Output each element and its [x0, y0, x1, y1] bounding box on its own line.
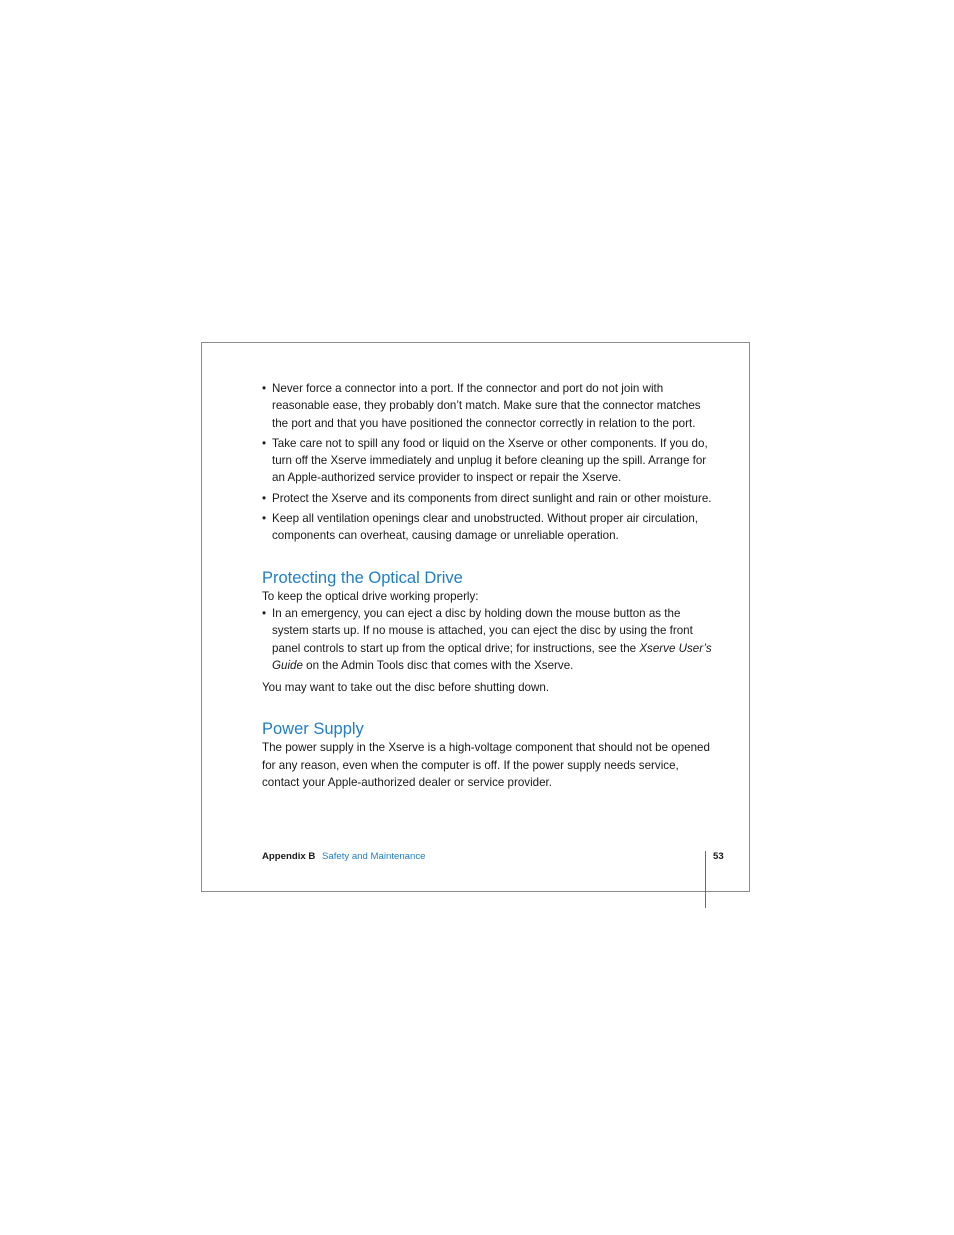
optical-note: You may want to take out the disc before shutting down. [262, 681, 550, 695]
section-heading-power-supply: Power Supply [262, 720, 364, 739]
section-heading-optical-drive: Protecting the Optical Drive [262, 568, 463, 587]
footer-chapter-title: Safety and Maintenance [321, 851, 426, 862]
optical-intro: To keep the optical drive working properly: [262, 589, 479, 603]
guide-title: Xserve User’s Guide [272, 641, 712, 672]
safety-bullet-list [262, 380, 712, 545]
optical-bullet-text-2: on the Admin Tools disc that comes with the Xserve. [302, 658, 574, 672]
list-item: • Take care not to spill any food or liquid on the Xserve or other components. If you do, turn off the Xserve immediately and unplug it before cleaning up the spill. Arrange for an Apple-authorized service provider to inspect or repair the Xserve. [262, 435, 712, 487]
optical-bullet-list [262, 605, 712, 674]
footer-appendix-label: Appendix B [262, 851, 316, 862]
power-body: The power supply in the Xserve is a high-voltage component that should not be opened for any reason, even when the computer is off. If the power supply needs service, contact your Apple-authorized dealer or service provider. [262, 741, 710, 790]
footer-divider [705, 851, 706, 908]
page-content [262, 380, 712, 791]
page-number: 53 [713, 851, 724, 862]
list-item: • Keep all ventilation openings clear and unobstructed. Without proper air circulation, components can overheat, causing damage or unreliable operation. [262, 510, 712, 545]
page-footer [262, 850, 425, 864]
optical-bullet-text-1: In an emergency, you can eject a disc by holding down the mouse button as the system starts up. If no mouse is attached, you can eject the disc by using the front panel controls to start up from the optical drive; for instructions, see the [272, 606, 693, 655]
list-item: • Never force a connector into a port. If the connector and port do not join with reasonable ease, they probably don’t match. Make sure that the connector matches the port and that you have positioned the connector correctly in relation to the port. [262, 380, 712, 432]
list-item [262, 605, 712, 674]
list-item: • Protect the Xserve and its components from direct sunlight and rain or other moisture. [262, 490, 712, 507]
